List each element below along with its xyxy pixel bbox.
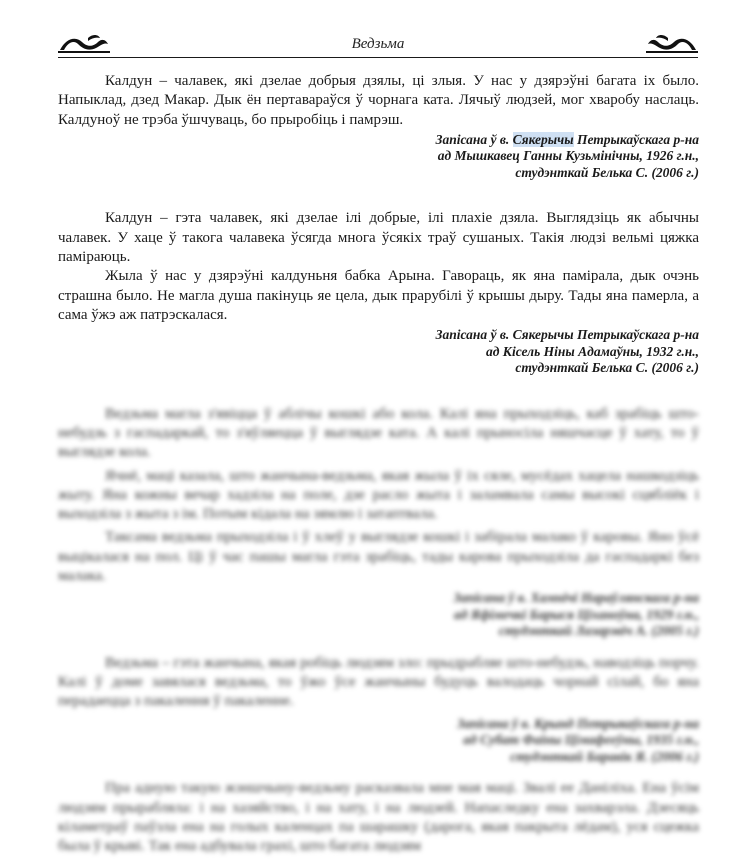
entry-paragraph: Жыла ў нас у дзярэўні калдуньня бабка Арына. Гавораць, як яна памірала, дык очэнь страшна было. Не магла душа пакінуць яе цела, дык прарубілі ў крышы дыру. Тады яна памерла, а сама ўжэ аж патрэскалася. bbox=[58, 268, 699, 323]
citation-text: Петрыкаўскага р-на bbox=[573, 131, 699, 147]
citation-line: ад Мышкавец Ганны Кузьмінічны, 1926 г.н., bbox=[437, 148, 699, 164]
citation bbox=[58, 132, 699, 182]
citation-line: Запісана ў в. Хамнічі Нараўлянскага р-на bbox=[453, 590, 699, 606]
entry bbox=[58, 405, 699, 640]
entry-paragraph: Ведзьма – гэта жанчына, якая робіць людзям зло: прыдрабляе што-небудзь, наводзіць порчу. Калі ў доме завялася ведзьма, то ўжо ўсе жанчыны будуць валодаць чорнай сілай, бо яна перадаецца з пакалення ў пакаленне. bbox=[58, 654, 699, 710]
citation-line: студэнткай Лазарэвіч А. (2005 г.) bbox=[498, 623, 699, 639]
page-header bbox=[58, 30, 698, 60]
header-rule bbox=[58, 57, 698, 58]
citation-line: Запісана ў в. Сякерычы Петрыкаўскага р-на bbox=[435, 327, 699, 343]
running-title: Ведзьма bbox=[351, 36, 405, 52]
citation-line: студэнткай Белька С. (2006 г.) bbox=[515, 164, 699, 180]
entry-paragraph: Калдун – чалавек, які дзелае добрыя дзялы, ці злыя. У нас у дзярэўні багата іх было. Напыклад, дзед Макар. Дык ён пертавараўся ў чорнага ката. Лячыў людзей, мог хваробу наслаць. Калдуноў не трэба ўшчуваць, бо прыробіць і памрэш. bbox=[58, 73, 699, 128]
citation-text: Запісана ў в. bbox=[435, 131, 513, 147]
entry bbox=[58, 72, 699, 181]
ornament-flourish-icon bbox=[646, 32, 698, 54]
entry-paragraph: Ячнё, мацi казала, што жанчына-ведзьма, якая жыла ў іх сяле, мусёдах хацела нашкодзіць жыту. Яна кожны вечар хадзіла на поле, дзе расло жыта і заламвала самы высокі сцябліёк і выходзіла з жыта з ім. Потым кідала на зямлю і затаптвала. bbox=[58, 467, 699, 523]
citation bbox=[58, 590, 699, 640]
highlighted-text-selection[interactable]: Сякерычы bbox=[512, 131, 574, 147]
citation-line: ад Субат Фаіны Цiмафееўны, 1935 г.н., bbox=[463, 732, 699, 748]
citation-line: ад Кісель Ніны Адамаўны, 1932 г.н., bbox=[485, 343, 699, 359]
citation-line: ад Яфімечкі Барыся Цiханоўна, 1929 г.н., bbox=[453, 606, 699, 622]
entry bbox=[58, 779, 699, 856]
page-body bbox=[58, 72, 699, 860]
blurred-preview-region bbox=[58, 405, 699, 857]
entry bbox=[58, 209, 699, 376]
citation-line: студэнткай Баравік Я. (2006 г.) bbox=[510, 748, 699, 764]
citation-line: студэнткай Белька С. (2006 г.) bbox=[515, 360, 699, 376]
entry-paragraph: Пра адную такую жэншчыну-ведзьму расказвала мне мая маці. Звалі ее Даніліха. Ена ўсім людзям прырабляла: і на хазяйство, і на хату, і на людзей. Напаследку ена захварэла. Дзесяць кіламетраў паўзла ена на голых каленцах па шарашку (дарога, якая пакрыта лёдам), уся сцежка была ў крыві. Так ена адбувала грахі, што багата людзям bbox=[58, 780, 699, 855]
entry-paragraph: Таксама ведзьма прыходзіла і ў хлеў у выглядзе кошкі і забірала малако ў каровы. Яно ўсё выцiкалася на пол. Ці ў час пашы магла гэта зрабіць, тады карова прыходзіла да гаспадаркі без малака. bbox=[58, 529, 699, 585]
citation-line: Запісана ў в. Крынд Петрыкаўскага р-на bbox=[457, 715, 699, 731]
citation bbox=[58, 716, 699, 766]
entry-paragraph: Ведзьма магла з'явіцца ў аблічы кошкі або кола. Калі яна прыходзіць, каб зрабіць што-небудзь з гаспадаркай, то з'яўляецца ў выглядзе ката. А калі прыносіла няшчасце ў хату, то ў выглядзе кола. bbox=[58, 405, 699, 461]
entry-paragraph: Калдун – гэта чалавек, які дзелае ілі добрые, ілі плахіе дзяла. Выглядзіць як абычны чалавек. У хаце ў такога чалавека ўсягда многа ўсякіх траў сушаных. Такія людзі вельмі цяжка паміраюць. bbox=[58, 210, 699, 265]
entry bbox=[58, 654, 699, 765]
citation bbox=[58, 327, 699, 377]
